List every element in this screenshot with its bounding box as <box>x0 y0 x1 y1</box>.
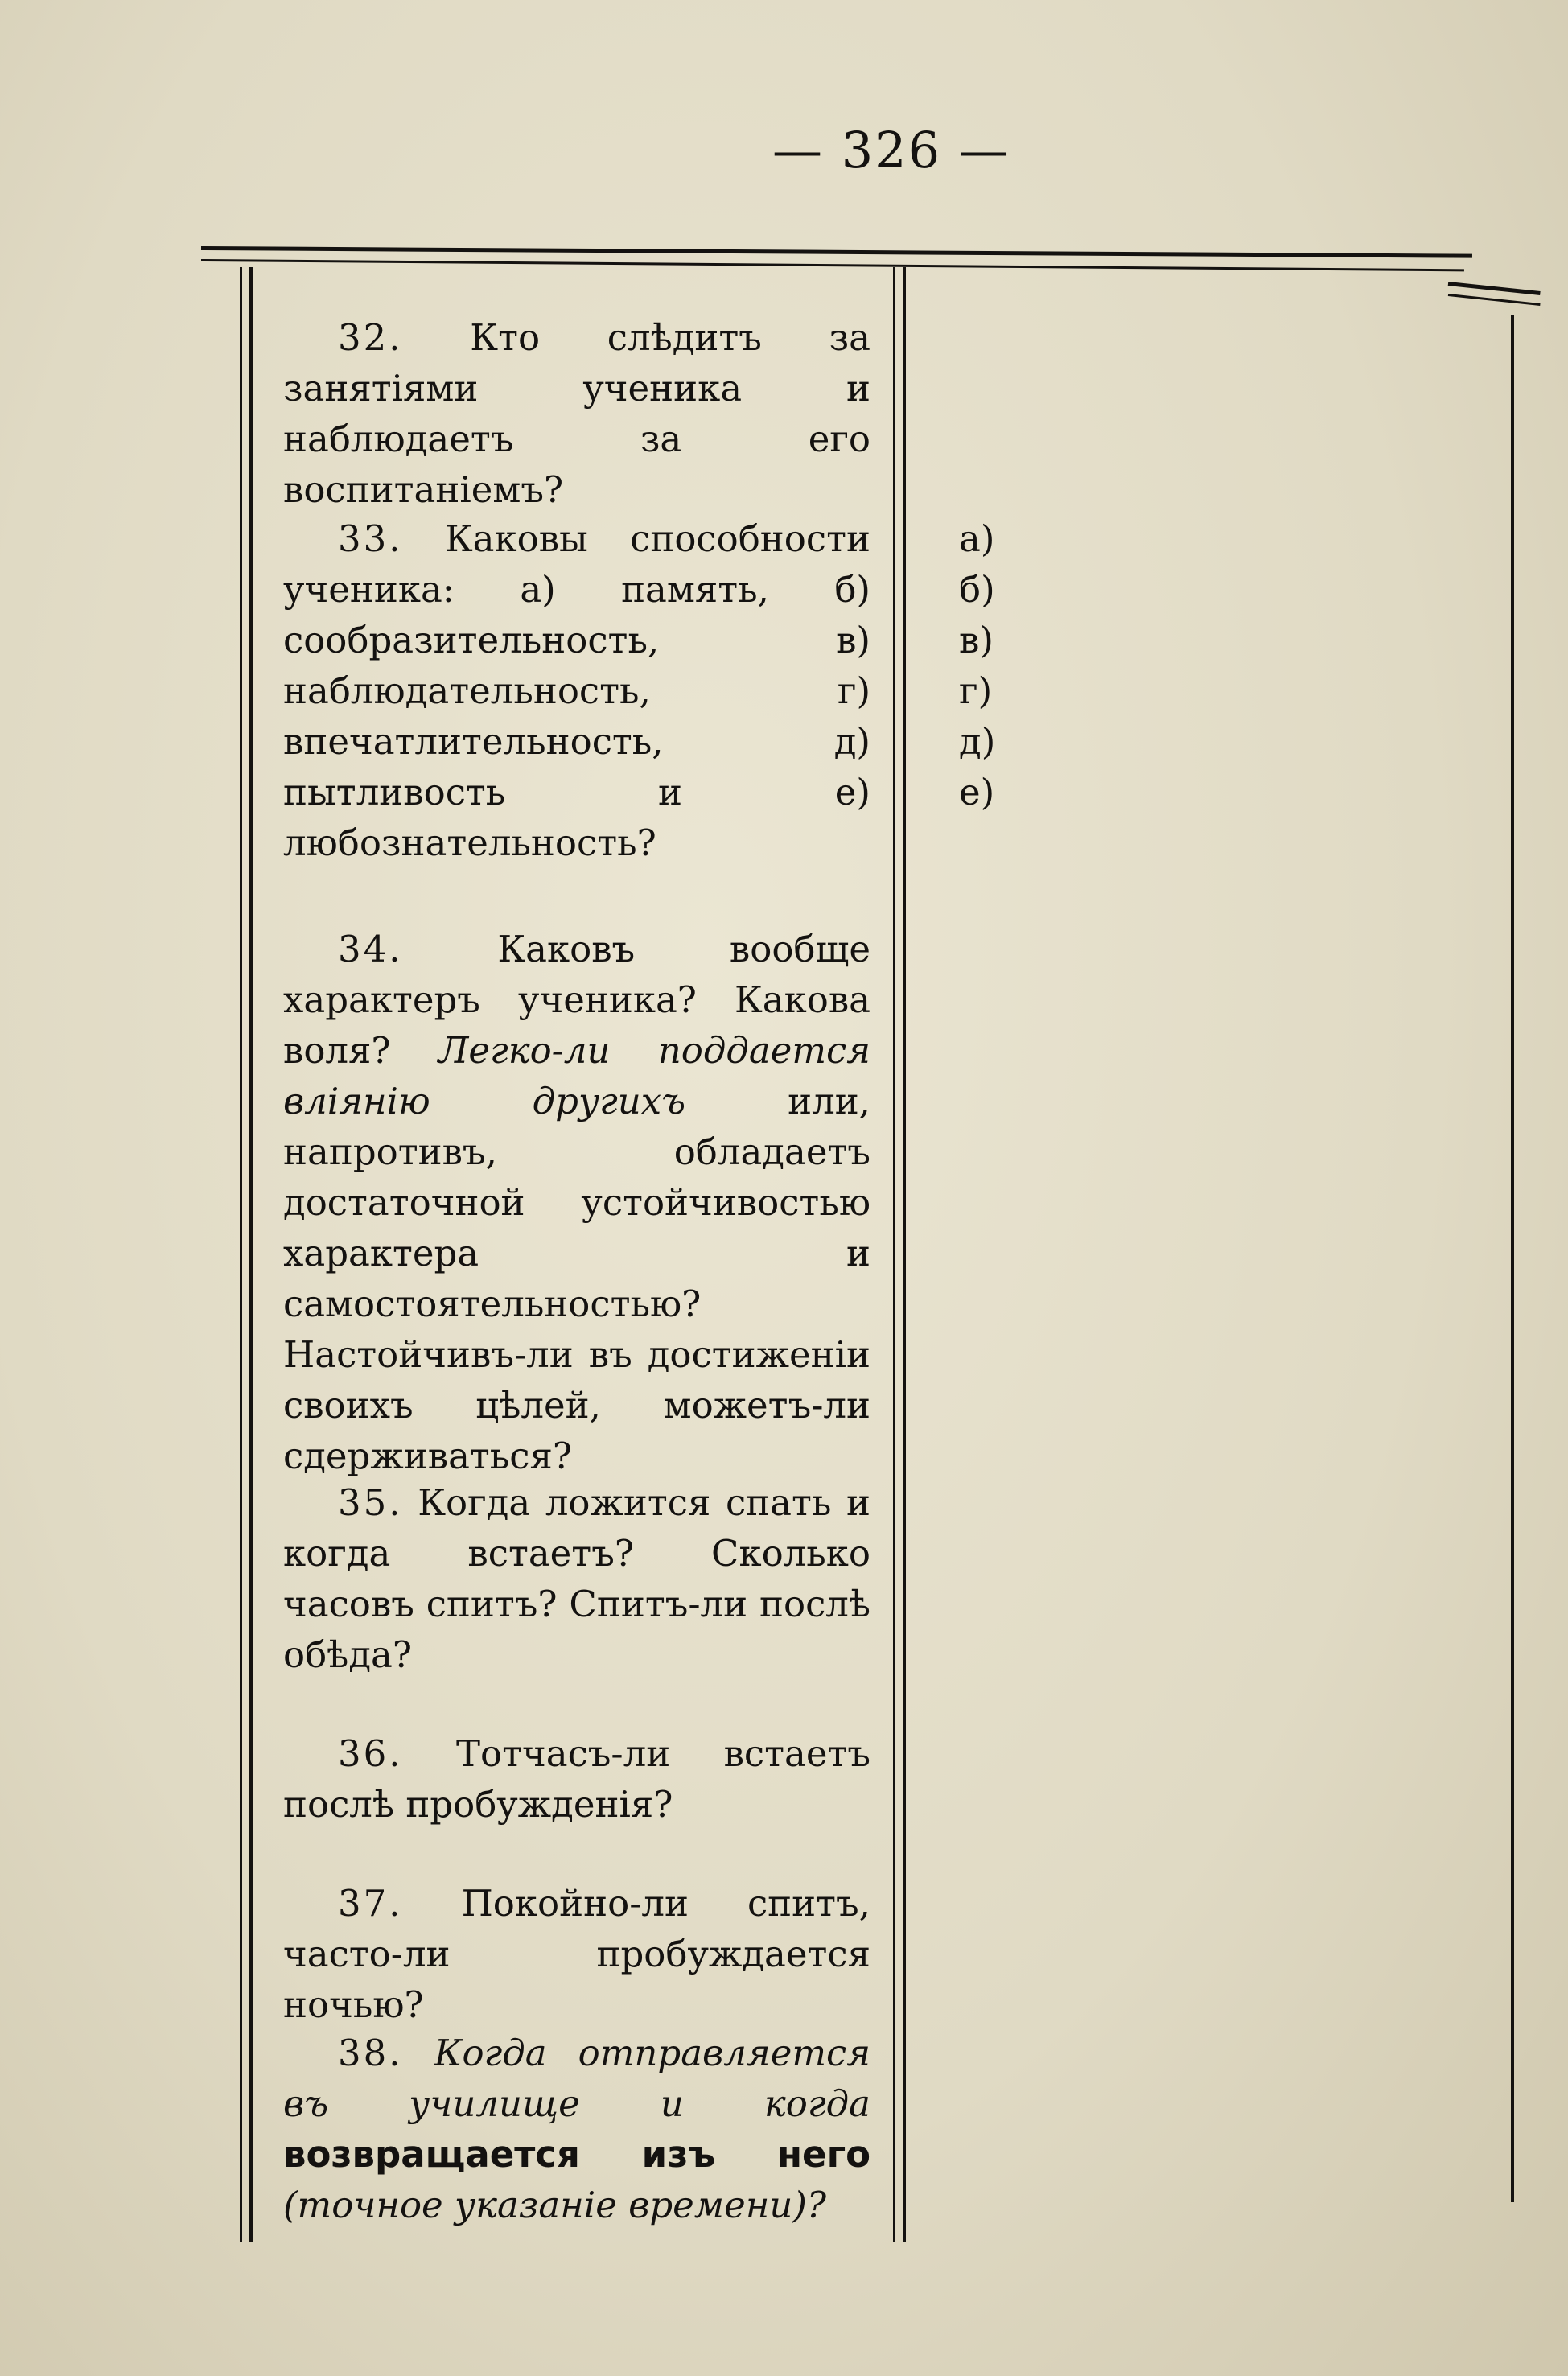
column-rule-left-b <box>249 267 253 2242</box>
question-32: 32. Кто слѣдитъ за занятіями ученика и наблюдаетъ за его воспитаніемъ? <box>283 316 870 511</box>
column-rule-mid-a <box>893 267 895 2242</box>
column-rule-left-a <box>240 267 242 2242</box>
header-rule-thick <box>201 246 1472 258</box>
answer-label-a: а) <box>959 517 995 560</box>
question-36: 36. Тотчасъ-ли встаетъ послѣ пробужденія? <box>283 1732 870 1826</box>
question-37: 37. Покойно-ли спитъ, часто-ли пробуждается ночью? <box>283 1882 870 2026</box>
answer-label-e: е) <box>959 771 995 813</box>
question-33: 33. Каковы способности ученика: а) память, б) сообразительность, в) наблюдательность, г) впечатлительность, д) пытливость и е) любознательность? <box>283 517 870 864</box>
answer-label-g: г) <box>959 669 993 712</box>
column-rule-mid-b <box>903 267 906 2242</box>
answer-labels <box>959 513 995 817</box>
answer-label-d: д) <box>959 720 996 763</box>
question-35: 35. Когда ложится спать и когда встаетъ? Сколько часовъ спитъ? Спитъ-ли послѣ обѣда? <box>283 1481 870 1676</box>
question-34: 34. Каковъ вообще характеръ ученика? Какова воля? Легко-ли поддается вліянію другихъ или, напротивъ, обладаетъ достаточной устойчивостью характера и самостоятельностью? Настойчивъ-ли въ достиженіи своихъ цѣлей, можетъ-ли сдерживаться? <box>283 928 870 1477</box>
question-38: 38. Когда отправляется въ училище и когда возвращается изъ него (точное указаніе времени)? <box>283 2032 870 2226</box>
answer-label-b: б) <box>959 568 995 611</box>
answer-label-v: в) <box>959 619 994 661</box>
column-rule-right <box>1511 315 1514 2202</box>
header-rule-thin <box>201 259 1464 271</box>
page-number: — 326 — <box>772 121 1010 179</box>
header-rule-right <box>1448 282 1541 295</box>
header-rule-right-thin <box>1448 294 1541 306</box>
